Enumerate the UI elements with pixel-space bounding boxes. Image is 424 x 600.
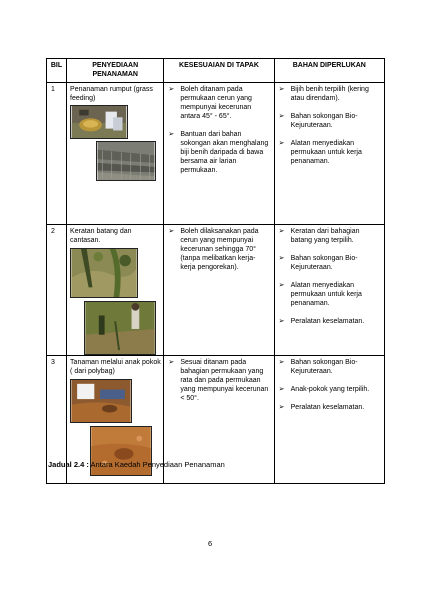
page-number: 6: [208, 539, 213, 548]
preparation-text: Keratan batang dan cantasan.: [70, 228, 132, 244]
header-materials: BAHAN DIPERLUKAN: [274, 59, 384, 83]
caption-label: Jadual 2.4 :: [48, 460, 89, 469]
materials-cell: [274, 356, 384, 484]
arrow-bullet-icon: ➢: [278, 282, 285, 289]
header-bil: BIL: [47, 59, 67, 83]
arrow-bullet-icon: ➢: [278, 255, 285, 262]
list-item: ➢ Bahan sokongan Bio-Kejuruteraan.: [278, 255, 358, 271]
table-row: [47, 225, 385, 356]
row-number: 2: [47, 225, 67, 356]
arrow-bullet-icon: ➢: [168, 228, 175, 235]
arrow-bullet-icon: ➢: [278, 386, 285, 393]
table-header-row: [47, 59, 385, 83]
grass-seeding-photo-2: [96, 141, 156, 181]
list-item: ➢ Alatan menyediakan permukaan untuk kerja penanaman.: [278, 140, 362, 165]
materials-cell: [274, 83, 384, 225]
site-suitability-cell: [164, 83, 274, 225]
header-site-suitability: KESESUAIAN DI TAPAK: [164, 59, 274, 83]
preparation-text: Tanaman melalui anak pokok ( dari polybag): [70, 359, 161, 375]
arrow-bullet-icon: ➢: [278, 113, 285, 120]
preparation-cell: [67, 225, 164, 356]
site-suitability-cell: [164, 225, 274, 356]
arrow-bullet-icon: ➢: [278, 228, 285, 235]
list-item: ➢ Anak-pokok yang terpilih.: [278, 386, 370, 393]
materials-cell: [274, 225, 384, 356]
arrow-bullet-icon: ➢: [278, 140, 285, 147]
header-preparation: PENYEDIAAN PENANAMAN: [67, 59, 164, 83]
arrow-bullet-icon: ➢: [168, 131, 175, 138]
list-item: ➢ Sesuai ditanam pada bahagian permukaan yang rata dan pada permukaan yang mempunyai kecerunan < 50°.: [168, 359, 269, 402]
list-item: ➢ Bijih benih terpilih (kering atau direndam).: [278, 86, 369, 102]
arrow-bullet-icon: ➢: [168, 359, 175, 366]
list-item: ➢ Keratan dari bahagian batang yang terpilih.: [278, 228, 360, 244]
grass-seeding-photo-1: [70, 105, 128, 139]
caption-text: Antara Kaedah Penyediaan Penanaman: [88, 460, 225, 469]
list-item: ➢ Peralatan keselamatan.: [278, 318, 365, 325]
row-number: 3: [47, 356, 67, 484]
arrow-bullet-icon: ➢: [278, 86, 285, 93]
table-caption: [48, 460, 225, 469]
stem-cutting-photo-1: [70, 248, 138, 298]
preparation-cell: [67, 83, 164, 225]
arrow-bullet-icon: ➢: [278, 359, 285, 366]
arrow-bullet-icon: ➢: [278, 318, 285, 325]
table-row: [47, 83, 385, 225]
list-item: ➢ Peralatan keselamatan.: [278, 404, 365, 411]
list-item: ➢ Bahan sokongan Bio-Kejuruteraan.: [278, 113, 358, 129]
list-item: ➢ Boleh dilaksanakan pada cerun yang mempunyai kecerunan sehingga 70° (tanpa melibatkan kerja-kerja pengorekan).: [168, 228, 259, 271]
preparation-text: Penanaman rumput (grass feeding): [70, 86, 153, 102]
list-item: ➢ Bantuan dari bahan sokongan akan menghalang biji benih daripada di bawa bersama air larian permukaan.: [168, 131, 269, 174]
row-number: 1: [47, 83, 67, 225]
list-item: ➢ Bahan sokongan Bio-Kejuruteraan.: [278, 359, 358, 375]
list-item: ➢ Boleh ditanam pada permukaan cerun yang mempunyai kecerunan antara 45° - 65°.: [168, 86, 252, 120]
arrow-bullet-icon: ➢: [278, 404, 285, 411]
stem-cutting-photo-2: [84, 301, 156, 355]
arrow-bullet-icon: ➢: [168, 86, 175, 93]
planting-methods-table: [46, 58, 385, 484]
list-item: ➢ Alatan menyediakan permukaan untuk kerja penanaman.: [278, 282, 362, 307]
seedling-planting-photo-1: [70, 379, 132, 423]
